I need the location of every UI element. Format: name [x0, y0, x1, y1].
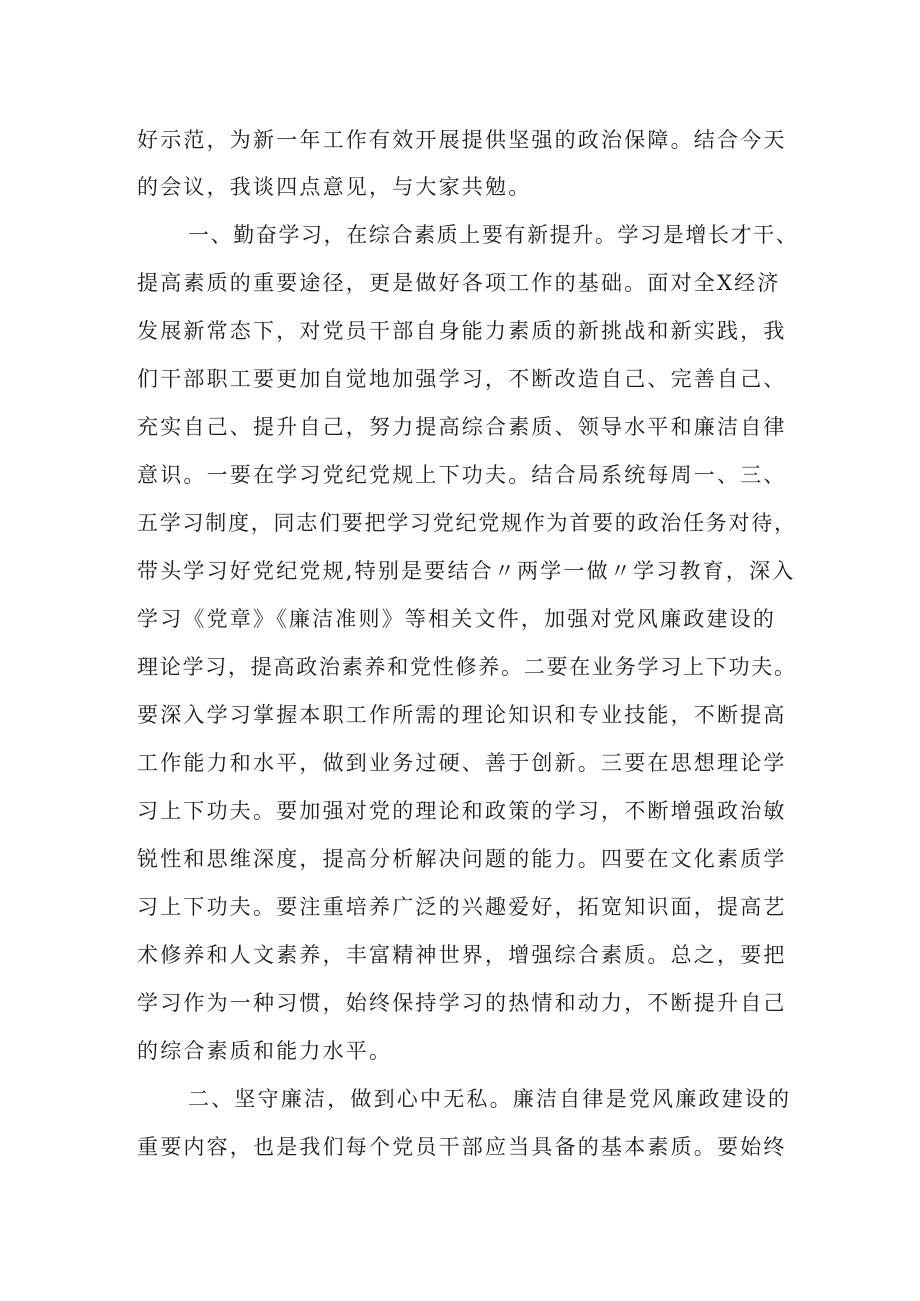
- text-line: 的综合素质和能力水平。: [137, 1039, 393, 1063]
- text-line: 锐性和思维深度，提高分析解决问题的能力。四要在文化素质学: [137, 847, 787, 871]
- text-line: 好示范，为新一年工作有效开展提供坚强的政治保障。结合今天: [137, 128, 787, 152]
- text-line: 提高素质的重要途径，更是做好各项工作的基础。面对全X经济: [137, 271, 781, 295]
- text-line: 学习《党章》《廉洁准则》等相关文件，加强对党风廉政建设的: [137, 607, 777, 631]
- text-line: 重要内容，也是我们每个党员干部应当具备的基本素质。要始终: [137, 1135, 787, 1159]
- text-line: 五学习制度，同志们要把学习党纪党规作为首要的政治任务对待，: [137, 511, 797, 535]
- text-line: 术修养和人文素养，丰富精神世界，增强综合素质。总之，要把: [137, 943, 787, 967]
- text-line: 发展新常态下，对党员干部自身能力素质的新挑战和新实践，我: [137, 319, 787, 343]
- text-line: 带头学习好党纪党规,特别是要结合〃两学一做〃学习教育，深入: [137, 559, 796, 583]
- text-line: 意识。一要在学习党纪党规上下功夫。结合局系统每周一、三、: [137, 463, 787, 487]
- text-line: 理论学习，提高政治素养和党性修养。二要在业务学习上下功夫。: [137, 655, 797, 679]
- text-line: 习上下功夫。要注重培养广泛的兴趣爱好，拓宽知识面，提高艺: [137, 895, 787, 919]
- text-line: 学习作为一种习惯，始终保持学习的热情和动力，不断提升自己: [137, 991, 787, 1015]
- text-line: 们干部职工要更加自觉地加强学习，不断改造自己、完善自己、: [137, 367, 787, 391]
- text-line: 习上下功夫。要加强对党的理论和政策的学习，不断增强政治敏: [137, 799, 787, 823]
- section-heading-line: 一、勤奋学习，在综合素质上要有新提升。学习是增长才干、: [188, 223, 799, 247]
- text-line: 要深入学习掌握本职工作所需的理论知识和专业技能，不断提高: [137, 703, 787, 727]
- text-line: 充实自己、提升自己，努力提高综合素质、领导水平和廉洁自律: [137, 415, 787, 439]
- section-heading-line: 二、坚守廉洁，做到心中无私。廉洁自律是党风廉政建设的: [188, 1087, 792, 1111]
- text-line: 的会议，我谈四点意见，与大家共勉。: [137, 175, 532, 199]
- text-line: 工作能力和水平，做到业务过硬、善于创新。三要在思想理论学: [137, 751, 787, 775]
